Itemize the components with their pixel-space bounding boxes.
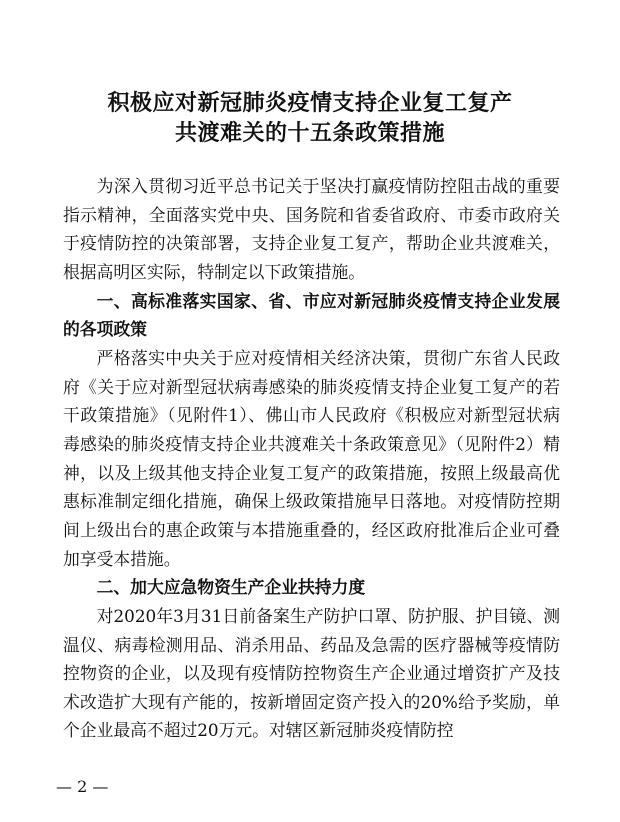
section-1-paragraph: 严格落实中央关于应对疫情相关经济决策，贯彻广东省人民政府《关于应对新型冠状病毒感染的肺炎疫情支持企业复工复产的若干政策措施》（见附件1）、佛山市人民政府《积极应对新型冠状病毒感染的肺炎疫情支持企业共渡难关十条政策意见》（见附件2）精神，以及上级其他支持企业复工复产的政策措施，按照上级最高优惠标准制定细化措施，确保上级政策措施早日落地。对疫情防控期间上级出台的惠企政策与本措施重叠的，经区政府批准后企业可叠加享受本措施。 <box>63 347 560 569</box>
section-heading-2: 二、加大应急物资生产企业扶持力度 <box>96 577 366 598</box>
section-2-paragraph: 对2020年3月31日前备案生产防护口罩、防护服、护目镜、测温仪、病毒检测用品、消杀用品、药品及急需的医疗器械等疫情防控物资的企业，以及现有疫情防控物资生产企业通过增资扩产及技术改造扩大现有产能的，按新增固定资产投入的20%给予奖励，单个企业最高不超过20万元。对辖区新冠肺炎疫情防控 <box>63 605 560 741</box>
document-title-line-2: 共渡难关的十五条政策措施 <box>174 120 445 146</box>
intro-paragraph: 为深入贯彻习近平总书记关于坚决打赢疫情防控阻击战的重要指示精神，全面落实党中央、国务院和省委省政府、市委市政府关于疫情防控的决策部署，支持企业复工复产，帮助企业共渡难关，根据高明区实际，特制定以下政策措施。 <box>63 176 560 282</box>
section-heading-1: 一、高标准落实国家、省、市应对新冠肺炎疫情支持企业发展的各项政策 <box>63 290 560 340</box>
document-title-line-1: 积极应对新冠肺炎疫情支持企业复工复产 <box>107 90 513 116</box>
page-number: — 2 — <box>56 777 109 796</box>
document-body <box>63 172 560 745</box>
